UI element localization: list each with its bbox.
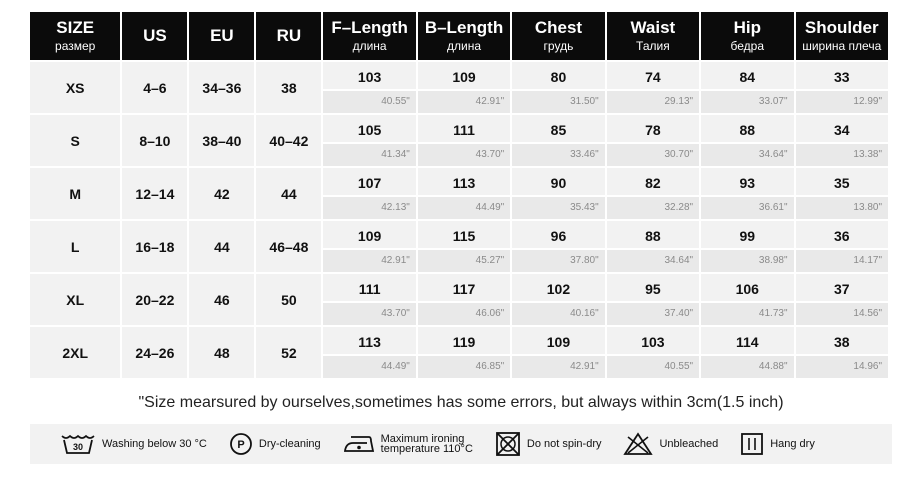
- column-header-subtitle: размер: [55, 39, 96, 53]
- column-header-title: Shoulder: [804, 18, 879, 37]
- measurement-inch: 36.61": [701, 195, 793, 219]
- table-row: [30, 274, 888, 325]
- column-header-title: SIZE: [56, 18, 95, 37]
- measurement-cell: [796, 115, 889, 166]
- column-header: [607, 12, 699, 60]
- column-header-title: B–Length: [424, 18, 504, 37]
- measurement-inch: 34.64": [701, 142, 793, 166]
- measurement-inch: 37.80": [512, 248, 604, 272]
- measurement-inch: 46.06": [418, 301, 510, 325]
- measurement-cell: [607, 327, 699, 378]
- dry-clean-label: Dry-cleaning: [258, 437, 321, 450]
- column-header-title: Hip: [733, 18, 761, 37]
- measurement-cm: 119: [452, 334, 476, 350]
- measurement-inch: 14.17": [796, 248, 889, 272]
- measurement-inch: 32.28": [607, 195, 699, 219]
- measurement-cm: 88: [645, 228, 661, 244]
- measurement-cm: 114: [735, 334, 759, 350]
- measurement-cm: 80: [550, 69, 567, 85]
- measurement-cell: [796, 62, 889, 113]
- measurement-cell: [796, 221, 889, 272]
- measurement-cell: [607, 221, 699, 272]
- care-item-hang: [740, 432, 815, 456]
- us-size-cell: 20–22: [122, 274, 187, 325]
- table-row: [30, 327, 888, 378]
- eu-size-cell: 34–36: [189, 62, 254, 113]
- measurement-cm: 90: [550, 175, 567, 191]
- table-row: [30, 115, 888, 166]
- column-header-title: US: [143, 26, 167, 45]
- measurement-inch: 34.64": [607, 248, 699, 272]
- column-header-subtitle: длина: [447, 39, 482, 53]
- measurement-cm: 102: [546, 281, 571, 297]
- wash-label: Washing below 30 °C: [102, 437, 207, 450]
- measurement-inch: 33.07": [701, 89, 793, 113]
- measurement-inch: 42.91": [323, 248, 415, 272]
- measurement-cm: 82: [645, 175, 661, 191]
- column-header-subtitle: длина: [352, 39, 387, 53]
- spin-label: Do not spin-dry: [526, 437, 602, 450]
- size-table: [28, 10, 890, 380]
- measurement-cm: 93: [739, 175, 756, 191]
- measurement-cm: 38: [833, 334, 850, 350]
- measurement-cell: [512, 274, 604, 325]
- measurement-cm: 36: [833, 228, 850, 244]
- no-spin-dry-icon: [495, 431, 521, 457]
- measurement-cell: [512, 115, 604, 166]
- ru-size-cell: 40–42: [256, 115, 321, 166]
- us-size-cell: 4–6: [122, 62, 187, 113]
- column-header: [512, 12, 604, 60]
- eu-size-cell: 44: [189, 221, 254, 272]
- measurement-inch: 44.49": [418, 195, 510, 219]
- measurement-cell: [512, 62, 604, 113]
- measurement-cm: 37: [833, 281, 850, 297]
- measurement-cell: [418, 274, 510, 325]
- measurement-cm: 99: [739, 228, 756, 244]
- measurement-cell: [607, 274, 699, 325]
- measurement-inch: 31.50": [512, 89, 604, 113]
- wash-temp-badge: 30: [72, 442, 84, 452]
- ru-size-cell: 44: [256, 168, 321, 219]
- measurement-inch: 42.91": [512, 354, 604, 378]
- eu-size-cell: 48: [189, 327, 254, 378]
- size-cell: M: [30, 168, 120, 219]
- measurement-note: "Size mearsured by ourselves,sometimes has some errors, but always within 3cm(1.5 inch): [138, 394, 784, 411]
- measurement-cm: 111: [358, 281, 381, 297]
- header-row: [30, 12, 888, 60]
- wash-30-icon: [60, 432, 96, 456]
- size-cell: 2XL: [30, 327, 120, 378]
- measurement-inch: 40.55": [607, 354, 699, 378]
- measurement-cell: [512, 221, 604, 272]
- column-header: [122, 12, 187, 60]
- measurement-inch: 42.13": [323, 195, 415, 219]
- measurement-cell: [701, 221, 793, 272]
- column-header-title: EU: [210, 26, 234, 45]
- measurement-cell: [323, 168, 415, 219]
- dry-clean-icon: [229, 432, 253, 456]
- measurement-cm: 115: [452, 228, 476, 244]
- measurement-cm: 106: [735, 281, 759, 297]
- measurement-cell: [323, 274, 415, 325]
- care-item-iron: [343, 433, 473, 455]
- us-size-cell: 24–26: [122, 327, 187, 378]
- measurement-inch: 13.38": [796, 142, 889, 166]
- hang-dry-icon: [740, 432, 764, 456]
- measurement-cell: [701, 327, 793, 378]
- measurement-cm: 78: [645, 122, 661, 138]
- measurement-inch: 13.80": [796, 195, 889, 219]
- care-item-spin: [495, 431, 602, 457]
- measurement-inch: 33.46": [512, 142, 604, 166]
- measurement-cm: 35: [833, 175, 850, 191]
- measurement-inch: 14.56": [796, 301, 889, 325]
- column-header-title: RU: [276, 26, 302, 45]
- dry-clean-badge: P: [237, 439, 245, 451]
- column-header: [796, 12, 889, 60]
- measurement-inch: 12.99": [796, 89, 889, 113]
- measurement-cell: [418, 115, 510, 166]
- measurement-inch: 40.55": [323, 89, 415, 113]
- measurement-inch: 37.40": [607, 301, 699, 325]
- measurement-inch: 46.85": [418, 354, 510, 378]
- measurement-inch: 43.70": [418, 142, 510, 166]
- measurement-cm: 103: [641, 334, 665, 350]
- ru-size-cell: 38: [256, 62, 321, 113]
- measurement-inch: 40.16": [512, 301, 604, 325]
- size-cell: XS: [30, 62, 120, 113]
- iron-label-line2: temperature 110°C: [380, 443, 473, 455]
- measurement-cm: 109: [357, 228, 382, 244]
- measurement-cell: [796, 168, 889, 219]
- measurement-cm: 111: [453, 122, 475, 138]
- ru-size-cell: 46–48: [256, 221, 321, 272]
- ru-size-cell: 50: [256, 274, 321, 325]
- measurement-inch: 44.49": [323, 354, 415, 378]
- measurement-cm: 117: [452, 281, 476, 297]
- measurement-cell: [607, 168, 699, 219]
- eu-size-cell: 42: [189, 168, 254, 219]
- measurement-cell: [701, 62, 793, 113]
- measurement-cm: 74: [645, 69, 661, 85]
- measurement-cm: 113: [452, 175, 476, 191]
- column-header: [701, 12, 793, 60]
- measurement-inch: 38.98": [701, 248, 793, 272]
- measurement-cm: 109: [546, 334, 571, 350]
- care-instructions: [30, 424, 892, 464]
- measurement-cell: [323, 327, 415, 378]
- column-header: [323, 12, 415, 60]
- measurement-cm: 34: [833, 122, 850, 138]
- table-body: [30, 62, 888, 378]
- eu-size-cell: 46: [189, 274, 254, 325]
- iron-label-line1: Maximum ironing: [380, 433, 465, 445]
- size-chart: [30, 10, 892, 380]
- measurement-cm: 95: [645, 281, 661, 297]
- care-item-wash: [60, 432, 207, 456]
- table-row: [30, 168, 888, 219]
- size-cell: S: [30, 115, 120, 166]
- hang-label: Hang dry: [770, 437, 815, 450]
- measurement-cm: 103: [357, 69, 382, 85]
- column-header-subtitle: Талия: [636, 39, 670, 53]
- measurement-cell: [418, 168, 510, 219]
- measurement-cell: [323, 115, 415, 166]
- measurement-cm: 33: [833, 69, 850, 85]
- iron-icon: [343, 433, 375, 455]
- measurement-cell: [418, 221, 510, 272]
- column-header-title: Chest: [534, 18, 583, 37]
- measurement-cm: 107: [357, 175, 382, 191]
- measurement-cell: [607, 62, 699, 113]
- measurement-cm: 113: [358, 334, 381, 350]
- measurement-inch: 41.73": [701, 301, 793, 325]
- table-row: [30, 221, 888, 272]
- measurement-cm: 88: [739, 122, 756, 138]
- column-header: [256, 12, 321, 60]
- us-size-cell: 16–18: [122, 221, 187, 272]
- size-cell: L: [30, 221, 120, 272]
- measurement-inch: 29.13": [607, 89, 699, 113]
- us-size-cell: 12–14: [122, 168, 187, 219]
- column-header-title: Waist: [630, 18, 676, 37]
- measurement-inch: 45.27": [418, 248, 510, 272]
- measurement-cm: 105: [357, 122, 382, 138]
- ru-size-cell: 52: [256, 327, 321, 378]
- measurement-cell: [418, 327, 510, 378]
- measurement-cell: [701, 168, 793, 219]
- measurement-cell: [512, 168, 604, 219]
- size-cell: XL: [30, 274, 120, 325]
- care-item-bleach: [623, 432, 718, 456]
- measurement-cell: [607, 115, 699, 166]
- column-header-title: F–Length: [331, 18, 408, 37]
- measurement-cm: 109: [452, 69, 476, 85]
- measurement-cell: [701, 274, 793, 325]
- bleach-label: Unbleached: [659, 437, 719, 450]
- measurement-cell: [796, 274, 889, 325]
- care-item-dry-clean: [229, 432, 321, 456]
- measurement-cell: [323, 221, 415, 272]
- iron-text: [381, 434, 473, 454]
- column-header: [30, 12, 120, 60]
- eu-size-cell: 38–40: [189, 115, 254, 166]
- column-header: [418, 12, 510, 60]
- column-header-subtitle: грудь: [543, 39, 574, 53]
- column-header-subtitle: ширина плеча: [802, 39, 882, 53]
- measurement-inch: 30.70": [607, 142, 699, 166]
- measurement-inch: 42.91": [418, 89, 510, 113]
- measurement-inch: 44.88": [701, 354, 793, 378]
- measurement-cell: [701, 115, 793, 166]
- measurement-cell: [512, 327, 604, 378]
- us-size-cell: 8–10: [122, 115, 187, 166]
- measurement-cell: [796, 327, 889, 378]
- measurement-inch: 14.96": [796, 354, 889, 378]
- measurement-inch: 35.43": [512, 195, 604, 219]
- column-header: [189, 12, 254, 60]
- measurement-inch: 41.34": [323, 142, 415, 166]
- unbleached-icon: [623, 432, 653, 456]
- measurement-cell: [323, 62, 415, 113]
- table-row: [30, 62, 888, 113]
- measurement-cm: 85: [550, 122, 567, 138]
- column-header-subtitle: бедра: [730, 39, 765, 53]
- measurement-cm: 96: [550, 228, 567, 244]
- measurement-cm: 84: [739, 69, 756, 85]
- measurement-cell: [418, 62, 510, 113]
- measurement-inch: 43.70": [323, 301, 415, 325]
